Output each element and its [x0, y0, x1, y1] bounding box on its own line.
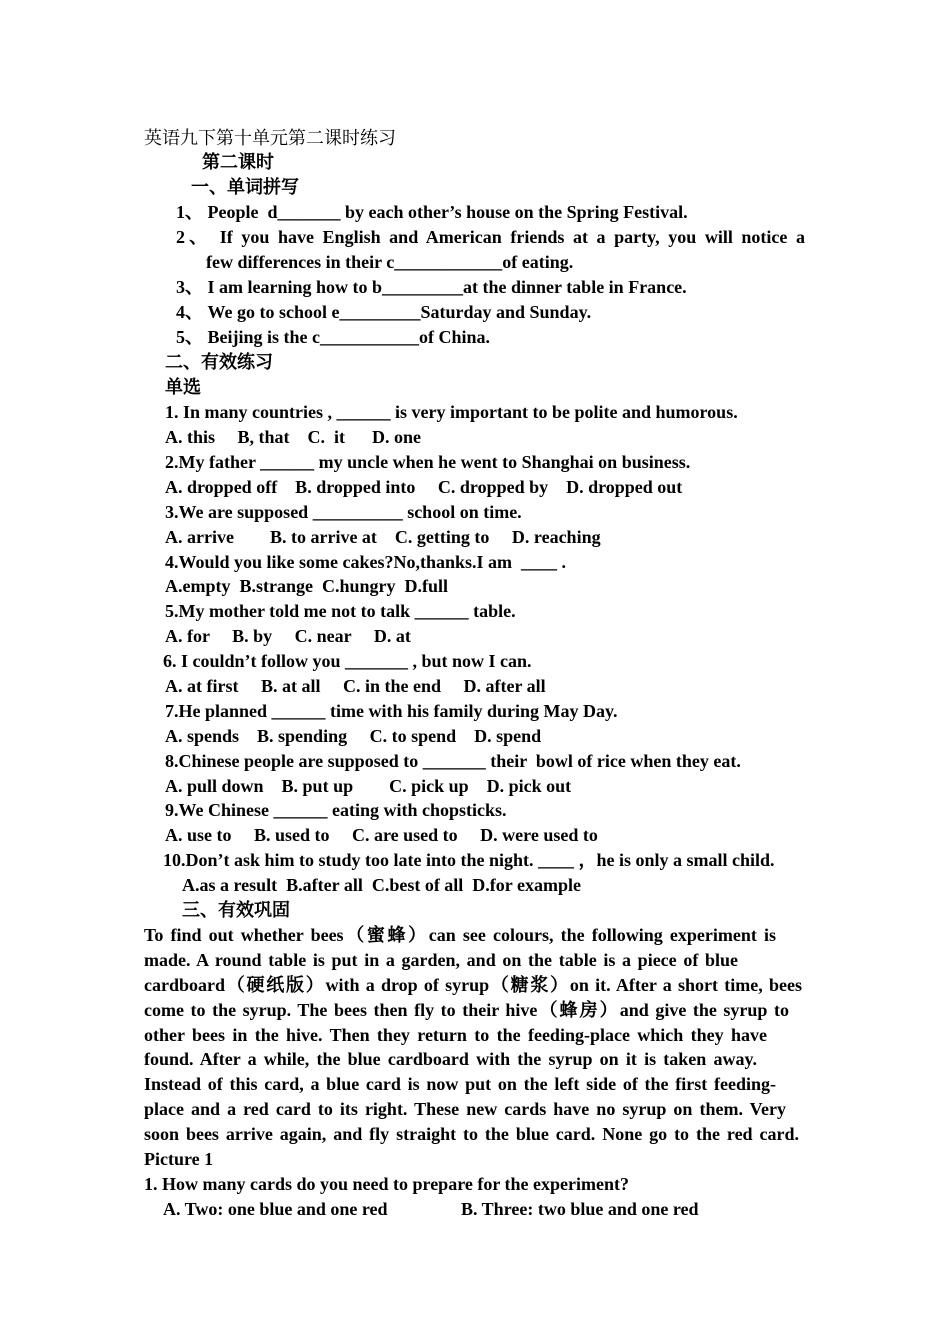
option-a: A. Two: one blue and one red: [163, 1199, 388, 1219]
passage-line: come to the syrup. The bees then fly to their hive（蜂房）and give the syrup to: [144, 1000, 789, 1020]
spelling-item-4: 4、 We go to school e_________Saturday and Sunday.: [176, 302, 592, 322]
mcq-line: A. for B. by C. near D. at: [165, 626, 411, 646]
section2-heading: 二、有效练习: [165, 352, 273, 372]
spelling-item-1: 1、 People d_______ by each other’s house on the Spring Festival.: [176, 202, 688, 222]
mcq-line: 3.We are supposed __________ school on time.: [165, 502, 522, 522]
mcq-line: A. at first B. at all C. in the end D. after all: [165, 676, 546, 696]
section2-subheading: 单选: [165, 377, 201, 397]
passage-line: soon bees arrive again, and fly straight to the blue card. None go to the red card.: [144, 1124, 799, 1144]
section3-heading: 三、有效巩固: [182, 900, 290, 920]
passage-line: cardboard（硬纸版）with a drop of syrup（糖浆）on it. After a short time, bees: [144, 975, 802, 995]
mcq-line: A.empty B.strange C.hungry D.full: [165, 576, 449, 596]
passage-line: To find out whether bees（蜜蜂）can see colours, the following experiment is: [144, 925, 776, 945]
mcq-line: 9.We Chinese ______ eating with chopsticks.: [165, 800, 507, 820]
spelling-item-5: 5、 Beijing is the c___________of China.: [176, 327, 491, 347]
mcq-line: 6. I couldn’t follow you _______ , but now I can.: [163, 651, 532, 671]
mcq-line: A. arrive B. to arrive at C. getting to D. reaching: [165, 527, 601, 547]
lesson-heading: 第二课时: [202, 152, 274, 172]
passage-line: Instead of this card, a blue card is now put on the left side of the first feeding-: [144, 1074, 776, 1094]
spelling-item-3: 3、 I am learning how to b_________at the dinner table in France.: [176, 277, 687, 297]
reading-question: 1. How many cards do you need to prepare for the experiment?: [144, 1174, 629, 1194]
mcq-line: 5.My mother told me not to talk ______ table.: [165, 601, 516, 621]
mcq-line: 4.Would you like some cakes?No,thanks.I am ____ .: [165, 552, 567, 572]
mcq-line: A. dropped off B. dropped into C. dropped by D. dropped out: [165, 477, 683, 497]
picture-label: Picture 1: [144, 1149, 214, 1169]
mcq-line: A. use to B. used to C. are used to D. were used to: [165, 825, 598, 845]
spelling-item-2: 2、 If you have English and American friends at a party, you will notice a: [176, 227, 805, 247]
mcq-line: A. pull down B. put up C. pick up D. pick out: [165, 776, 572, 796]
spelling-item-2-cont: few differences in their c____________of eating.: [206, 252, 574, 272]
mcq-line: A.as a result B.after all C.best of all D.for example: [182, 875, 581, 895]
passage-line: made. A round table is put in a garden, and on the table is a piece of blue: [144, 950, 738, 970]
passage-line: other bees in the hive. Then they return to the feeding-place which they have: [144, 1025, 767, 1045]
mcq-line: A. spends B. spending C. to spend D. spend: [165, 726, 542, 746]
mcq-line: 2.My father ______ my uncle when he went to Shanghai on business.: [165, 452, 691, 472]
mcq-line: 8.Chinese people are supposed to _______ their bowl of rice when they eat.: [165, 751, 741, 771]
document-title: 英语九下第十单元第二课时练习: [144, 128, 396, 148]
mcq-line: 10.Don’t ask him to study too late into the night. ____ ，he is only a small child.: [163, 850, 775, 870]
section1-heading: 一、单词拼写: [191, 177, 299, 197]
mcq-line: 1. In many countries , ______ is very important to be polite and humorous.: [165, 402, 738, 422]
option-b: B. Three: two blue and one red: [461, 1199, 699, 1219]
passage-line: found. After a while, the blue cardboard with the syrup on it is taken away.: [144, 1049, 757, 1069]
passage-line: place and a red card to its right. These new cards have no syrup on them. Very: [144, 1099, 786, 1119]
mcq-line: 7.He planned ______ time with his family during May Day.: [165, 701, 618, 721]
mcq-line: A. this B, that C. it D. one: [165, 427, 422, 447]
